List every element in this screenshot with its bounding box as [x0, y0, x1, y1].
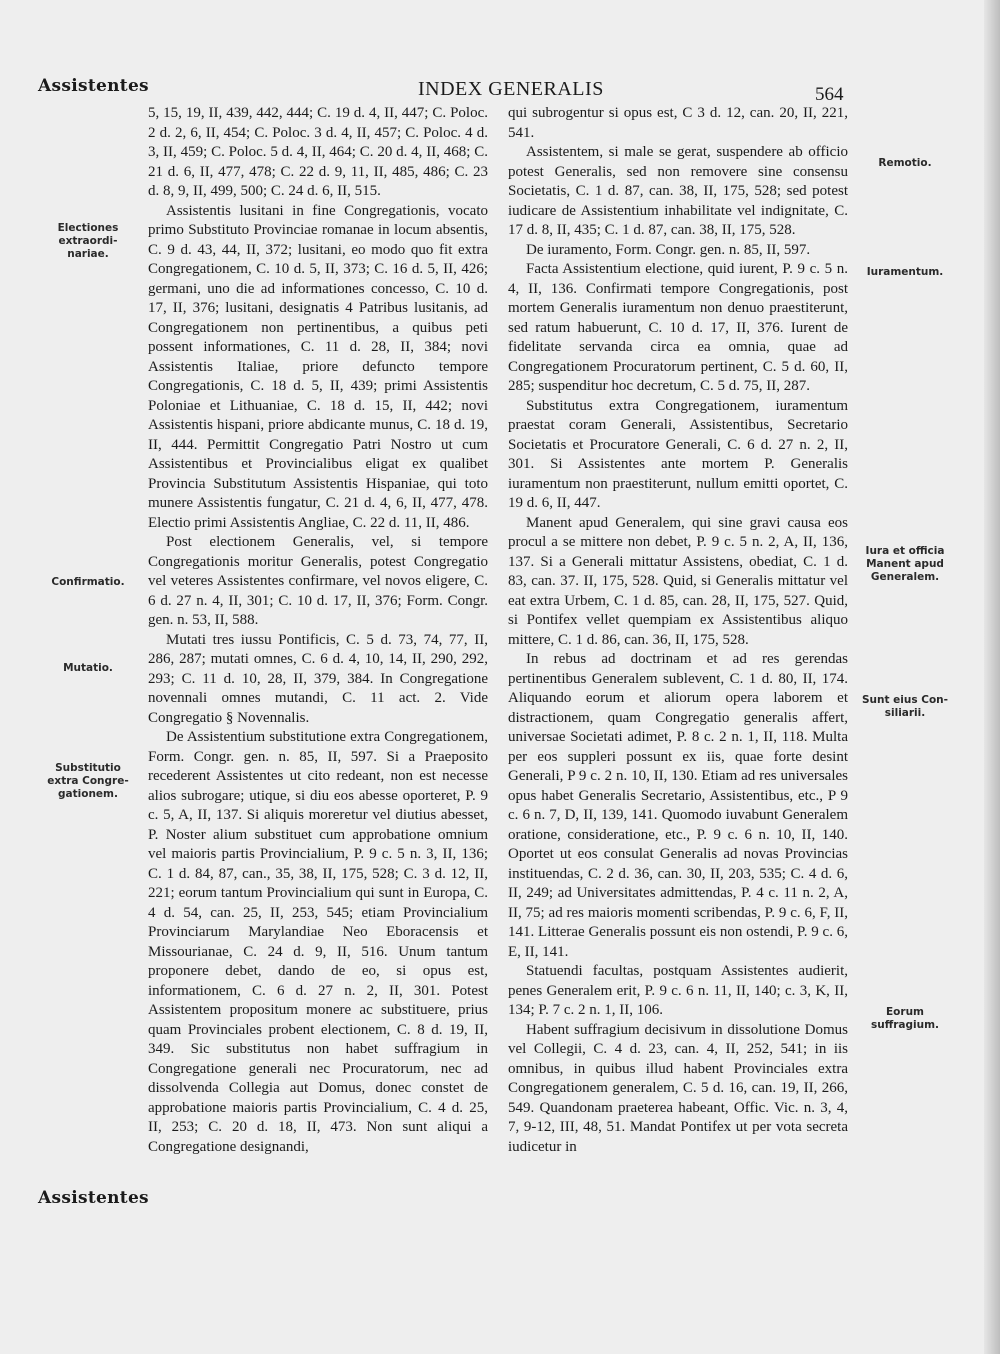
running-title: INDEX GENERALIS — [418, 78, 604, 100]
paragraph: Statuendi facultas, postquam Assistentes audierit, penes Generalem erit, P. 9 c. 6 n. 11, II, 140; c. 3, K, II, 134; P. 7 c. 2 n. 1, II, 106. — [508, 963, 848, 1018]
left-text-column — [148, 104, 488, 1157]
paragraph: Assistentis lusitani in fine Congregationis, vocato primo Substituto Provinciae romanae in locum absentis, C. 9 d. 43, 44, II, 372; lusitani, eo modo quo fit extra Congregationem, C. 10 d. 5, II, 373; C. 16 d. 5, II, 426; germani, uno die ad informationes concesso, C. 10 d. 17, II, 376; lusitani, designatis 4 Patribus lusitanis, ad Congregationem non pertinentibus, a quibus peti possent informationes, C. 11 d. 28, II, 384; novi Assistentis Italiae, priore defuncto tempore Congregationis, C. 18 d. 5, II, 439; primi Assistentis Poloniae et Lithuaniae, C. 18 d. 15, II, 442; novi Assistentis hispani, priore abdicante munus, C. 18 d. 19, II, 444. Permittit Congregatio Patri Nostro ut cum Assistentibus et Provincialibus eligat ex qualibet Provincia Substitutum Assistentis Hispaniae, qui toto munere Assistentis fungatur, C. 21 d. 4, 6, II, 477, 478. Electio primi Assistentis Angliae, C. 22 d. 11, II, 486. — [148, 202, 488, 531]
paragraph: In rebus ad doctrinam et ad res gerendas pertinentibus Generalem sublevent, C. 1 d. 80, II, 174. Aliquando eorum et aliorum opera laborem et distractionem, quam Congregatio generalis affert, universae Societati adimet, P. 8 c. 2 n. 1, II, 118. Multa per eos suppleri possunt ex iis, quae forte desint Generali, P 9 c. 2 n. 10, II, 130. Etiam ad res universales opus habet Generalis Secretario, Assistentibus, etc., P 9 c. 6 n. 7, D, II, 139, 141. Quomodo iuvabunt Generalem oratione, consideratione, etc., P. 9 c. 6 n. 10, II, 140. Oportet ut eos consulat Generalis ad novas Provincias instituendas, C. 2 d. 36, can. 30, II, 203, 535; C. 4 d. 6, II, 249; ad Universitates admittendas, P. 4 c. 11 n. 2, A, II, 75; ad res maioris momenti scribendas, P. 9 c. 6, F, II, 141. Litterae Generalis possunt eis non ostendi, P. 9 c. 6, E, II, 141. — [508, 651, 848, 960]
right-margin-note-consiliarii: Sunt eius Con- siliarii. — [861, 694, 949, 719]
left-margin-note-confirmatio: Confirmatio. — [51, 576, 125, 588]
paragraph: Facta Assistentium electione, quid iurent, P. 9 c. 5 n. 4, II, 136. Confirmati tempore Congregationis, post mortem Generalis iuramentum non denuo praestiterunt, sed ratum habuerunt, C. 10 d. 17, II, 376. Iurent de fidelitate servanda circa ea omnia, quae ad Congregationem Procuratorum pertinent, C. 5 d. 60, II, 285; suspenditur hoc decretum, C. 5 d. 75, II, 287. — [508, 261, 848, 394]
page-number: 564 — [815, 84, 844, 105]
paragraph: Habent suffragium decisivum in dissolutione Domus vel Collegii, C. 4 d. 23, can. 4, II, 252, 541; in iis omnibus, in quibus illud habent Provinciales extra Congregationem generalem, C. 5 d. 16, can. 19, II, 266, 549. Quandonam praeterea habeant, Offic. Vic. n. 3, 4, 7, 9-12, III, 48, 51. Mandat Pontifex ut per vota secreta iudicetur in — [508, 1021, 848, 1155]
headword-top: Assistentes — [38, 76, 149, 96]
paragraph: Manent apud Generalem, qui sine gravi causa eos procul a se mittere non debet, P. 9 c. 5 n. 2, A, II, 136, 137. Si a Generali mittatur Assistens, obediat, C. 1 d. 83, can. 37. II, 175, 528. Quid, si Generalis mittatur vel eat extra Urbem, C. 1 d. 85, can. 28, II, 175, 527. Quid, si Pontifex vellet quempiam ex Assistentibus aliquo mittere, C. 1 d. 86, can. 36, II, 175, 528. — [508, 514, 848, 648]
paragraph: 5, 15, 19, II, 439, 442, 444; C. 19 d. 4, II, 447; C. Poloc. 2 d. 2, 6, II, 454; C. Poloc. 3 d. 4, II, 457; C. Poloc. 4 d. 3, II, 459; C. Poloc. 5 d. 4, II, 464; C. 20 d. 4, II, 468; C. 21 d. 6, II, 477, 478; C. 22 d. 9, 11, II, 485, 486; C. 23 d. 8, 9, II, 499, 500; C. 24 d. 6, II, 515. — [148, 105, 488, 199]
paragraph: Assistentem, si male se gerat, suspendere ab officio potest Generalis, sed non removere sine consensu Societatis, C. 1 d. 87, can. 38, II, 175, 528; sed potest iudicare de Assistentium inhabilitate vel indignitate, C. 17 d. 8, II, 435; C. 1 d. 87, can. 38, II, 175, 528. — [508, 144, 848, 238]
right-margin-note-iura-officia: Iura et officia Manent apud Generalem. — [865, 545, 945, 583]
paragraph: Substitutus extra Congregationem, iuramentum praestat coram Generali, Assistentibus, Secretario Societatis et Procuratore Generali, C. 6 d. 27 n. 2, II, 301. Si Assistentes ante mortem P. Generalis iuramentum non praestiterunt, nullum emitti oportet, C. 19 d. 6, II, 447. — [508, 397, 848, 511]
left-margin-note-substitutio: Substitutio extra Congre- gationem. — [47, 762, 129, 800]
headword-bottom: Assistentes — [38, 1188, 149, 1208]
paragraph: Post electionem Generalis, vel, si tempore Congregationis moritur Generalis, potest Congregatio vel veteres Assistentes confirmare, vel novos eligere, C. 6 d. 27 n. 4, II, 301; C. 10 d. 17, II, 376; Form. Congr. gen. n. 53, II, 588. — [148, 534, 488, 628]
right-margin-note-suffragium: Eorum suffragium. — [870, 1006, 939, 1031]
paragraph: Mutati tres iussu Pontificis, C. 5 d. 73, 74, 77, II, 286, 287; mutati omnes, C. 6 d. 4, 10, 14, II, 290, 292, 293; C. 11 d. 10, 28, II, 379, 384. In Congregatione novennali omnes mutandi, C. 11 act. 2. Vide Congregatio § Novennalis. — [148, 631, 488, 726]
page-edge-shadow — [984, 0, 1000, 1354]
right-text-column — [508, 104, 848, 1157]
paragraph: qui subrogentur si opus est, C 3 d. 12, can. 20, II, 221, 541. — [508, 105, 848, 141]
paragraph: De Assistentium substitutione extra Congregationem, Form. Congr. gen. n. 85, II, 597. Si a Praeposito recederent Assistentes ut cito redeant, non est necesse alios subrogare; utique, si diu eos abesse oporteret, P. 9 c. 5, A, II, 137. Si aliquis moreretur vel diutius abesset, P. Noster alium substituet cum approbatione omnium vel maioris partis Provincialium, P. 9 c. 5 n. 3, II, 136; C. 1 d. 84, 87, can., 35, 38, II, 175, 528; C. 3 d. 12, II, 221; eorum tantum Provincialium qui sunt in Europa, C. 4 d. 54, can. 25, II, 253, 545; etiam Provincialium Provinciarum Marylandiae Neo Eboracensis et Missourianae, C. 24 d. 9, II, 516. Unum tantum proponere debet, dando de eo, si opus est, informationem, C. 6 d. 27 n. 2, II, 301. Potest Assistentem propositum monere ac substituere, prius quam Provinciales probent electionem, C. 8 d. 19, II, 349. Sic substitutus non habet suffragium in Congregatione generali nec Procuratorum, nec ad dissolvenda Collegia aut Domus, donec constet de approbatione maioris partis Provincialium, C. 4 d. 25, II, 253; C. 20 d. 18, II, 473. Non sunt aliqui a Congregatione designandi, — [148, 729, 488, 1155]
left-margin-note-electiones: Electiones extraordi- nariae. — [57, 222, 119, 260]
paragraph: De iuramento, Form. Congr. gen. n. 85, II, 597. — [526, 241, 811, 258]
right-margin-note-remotio: Remotio. — [878, 157, 932, 169]
right-margin-note-iuramentum: Iuramentum. — [866, 266, 944, 278]
left-margin-note-mutatio: Mutatio. — [63, 662, 113, 674]
